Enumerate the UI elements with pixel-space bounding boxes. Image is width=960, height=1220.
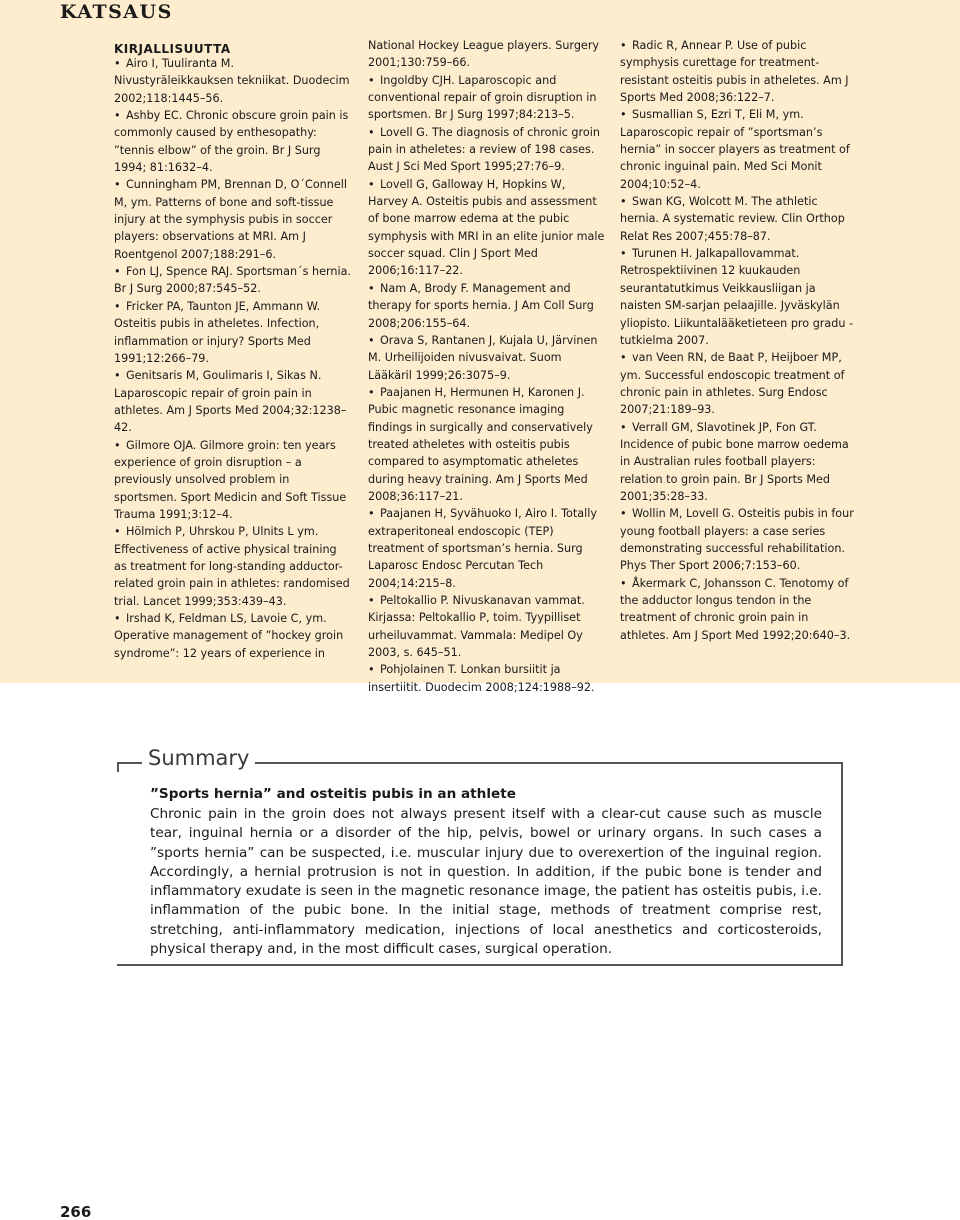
bullet-icon: • <box>114 438 121 452</box>
bullet-icon: • <box>368 385 375 399</box>
bullet-icon: • <box>620 39 627 52</box>
bullet-icon: • <box>368 333 375 347</box>
bullet-icon: • <box>620 108 627 122</box>
section-label: KATSAUS <box>60 1 173 23</box>
reference-item: • Lovell G. The diagnosis of chronic groin pain in atheletes: a review of 198 cases. Aust J Sci Med Sport 1995;27:76–9. <box>368 125 600 174</box>
bullet-icon: • <box>620 195 627 209</box>
reference-item: • Swan KG, Wolcott M. The athletic hernia. A systematic review. Clin Orthop Relat Res 2007;455:78–87. <box>620 195 845 243</box>
reference-item: • Lovell G, Galloway H, Hopkins W, Harvey A. Osteitis pubis and assessment of bone marrow edema at the pubic symphysis with MRI in an elite junior male soccer squad. Clin J Sport Med 2006;16:117–22. <box>368 177 605 278</box>
summary-box-corner <box>117 762 119 772</box>
reference-item: • Paajanen H, Hermunen H, Karonen J. Pubic magnetic resonance imaging findings in surgically and conservatively treated atheletes with osteitis pubis compared to asymptomatic atheletes during heavy training. Am J Sports Med 2008;36:117–21. <box>368 385 593 503</box>
bullet-icon: • <box>368 594 375 607</box>
bullet-icon: • <box>368 125 375 139</box>
reference-item: • Susmallian S, Ezri T, Eli M, ym. Laparoscopic repair of ”sportsman’s hernia” in soccer players as treatment of chronic inguinal pain. Med Sci Monit 2004;10:52–4. <box>620 108 850 191</box>
bullet-icon: • <box>368 663 375 677</box>
summary-title: ”Sports hernia” and osteitis pubis in an athlete <box>150 786 516 802</box>
reference-item: • Fon LJ, Spence RAJ. Sportsman´s hernia. Br J Surg 2000;87:545–52. <box>114 265 351 296</box>
reference-item: • Cunningham PM, Brennan D, O´Connell M, ym. Patterns of bone and soft-tissue injury at the symphysis pubis in soccer players: observations at MRI. Am J Roentgenol 2007;188:291–6. <box>114 178 347 261</box>
bullet-icon: • <box>368 281 375 295</box>
summary-body: Chronic pain in the groin does not always present itself with a clear-cut cause such as muscle tear, inguinal hernia or a disorder of the hip, pelvis, bowel or urinary organs. In such cases a ”sports hernia” can be suspected, i.e. muscular injury due to overexertion of the inguinal region. Accordingly, a hernial protrusion is not in question. In addition, if the pubic bone is tender and inflammatory exudate is seen in the magnetic resonance image, the patient has osteitis pubis, i.e. inflammation of the pubic bone. In the initial stage, methods of treatment comprise rest, stretching, anti-inflammatory medication, injections of local anesthetics and corticosteroids, physical therapy and, in the most difficult cases, surgical operation. <box>150 806 822 958</box>
bullet-icon: • <box>114 369 121 383</box>
reference-continuation: National Hockey League players. Surgery 2001;130:759–66. <box>368 39 600 70</box>
bullet-icon: • <box>114 525 121 539</box>
reference-item: • Airo I, Tuuliranta M. Nivustyräleikkauksen tekniikat. Duodecim 2002;118:1445–56. <box>114 57 350 105</box>
reference-item: • Fricker PA, Taunton JE, Ammann W. Osteitis pubis in atheletes. Infection, inflammation or injury? Sports Med 1991;12:266–79. <box>114 299 321 365</box>
summary-label: Summary <box>142 746 255 770</box>
reference-item: • Turunen H. Jalkapallovammat. Retrospektiivinen 12 kuukauden seurantatutkimus Veikkausliigan ja naisten SM-sarjan pelaajille. Jyväskylän yliopisto. Liikuntalääketieteen pro gradu -tutkielma 2007. <box>620 247 854 347</box>
bullet-icon: • <box>368 507 375 521</box>
reference-item: • Gilmore OJA. Gilmore groin: ten years experience of groin disruption – a previously unsolved problem in sportsmen. Sport Medicin and Soft Tissue Trauma 1991;3:12–4. <box>114 438 347 521</box>
reference-item: • van Veen RN, de Baat P, Heijboer MP, ym. Successful endoscopic treatment of chronic pain in athletes. Surg Endosc 2007;21:189–93. <box>620 351 845 417</box>
page-number: 266 <box>60 1203 92 1220</box>
bullet-icon: • <box>114 57 121 70</box>
reference-item: • Paajanen H, Syvähuoko I, Airo I. Totally extraperitoneal endoscopic (TEP) treatment of sportsman’s hernia. Surg Laparosc Endosc Percutan Tech 2004;14:215–8. <box>368 507 597 590</box>
bullet-icon: • <box>620 420 627 434</box>
reference-item: • Nam A, Brody F. Management and therapy for sports hernia. J Am Coll Surg 2008;206:155–64. <box>368 281 594 330</box>
reference-item: • Orava S, Rantanen J, Kujala U, Järvinen M. Urheilijoiden nivusvaivat. Suom Lääkäril 1999;26:3075–9. <box>368 333 598 382</box>
bullet-icon: • <box>620 507 627 521</box>
bullet-icon: • <box>620 576 627 590</box>
reference-item: • Ingoldby CJH. Laparoscopic and conventional repair of groin disruption in sportsmen. Br J Surg 1997;84:213–5. <box>368 73 597 122</box>
references-column-1 <box>114 55 352 662</box>
bullet-icon: • <box>114 299 121 313</box>
bullet-icon: • <box>114 612 121 625</box>
reference-item: • Verrall GM, Slavotinek JP, Fon GT. Incidence of pubic bone marrow oedema in Australian rules football players: relation to groin pain. Br J Sports Med 2001;35:28–33. <box>620 420 849 503</box>
bullet-icon: • <box>620 351 627 365</box>
reference-item: • Radic R, Annear P. Use of pubic symphysis curettage for treatment-resistant osteitis pubis in atheletes. Am J Sports Med 2008;36:122–7. <box>620 39 849 105</box>
reference-item: • Ashby EC. Chronic obscure groin pain is commonly caused by enthesopathy: ”tennis elbow” of the groin. Br J Surg 1994; 81:1632–4. <box>114 109 349 175</box>
reference-item: • Pohjolainen T. Lonkan bursiitit ja insertiitit. Duodecim 2008;124:1988–92. <box>368 663 595 694</box>
bullet-icon: • <box>114 178 121 192</box>
bullet-icon: • <box>620 247 627 261</box>
bullet-icon: • <box>368 177 375 191</box>
references-column-2 <box>368 37 606 696</box>
reference-item: • Genitsaris M, Goulimaris I, Sikas N. Laparoscopic repair of groin pain in athletes. Am J Sports Med 2004;32:1238–42. <box>114 369 347 435</box>
reference-item: • Irshad K, Feldman LS, Lavoie C, ym. Operative management of ”hockey groin syndrome”: 12 years of experience in <box>114 612 344 660</box>
bullet-icon: • <box>114 265 121 279</box>
reference-item: • Åkermark C, Johansson C. Tenotomy of the adductor longus tendon in the treatment of chronic groin pain in athletes. Am J Sport Med 1992;20:640–3. <box>620 576 851 642</box>
reference-item: • Wollin M, Lovell G. Osteitis pubis in four young football players: a case series demonstrating successful rehabilitation. Phys Ther Sport 2006;7:153–60. <box>620 507 854 573</box>
references-heading: KIRJALLISUUTTA <box>114 42 231 56</box>
bullet-icon: • <box>114 109 121 123</box>
references-column-3 <box>620 37 858 644</box>
bullet-icon: • <box>368 73 375 87</box>
reference-item: • Hölmich P, Uhrskou P, Ulnits L ym. Effectiveness of active physical training as treatment for long-standing adductor-related groin pain in athletes: randomised trial. Lancet 1999;353:439–43. <box>114 525 350 608</box>
reference-item: • Peltokallio P. Nivuskanavan vammat. Kirjassa: Peltokallio P, toim. Tyypilliset urheiluvammat. Vammala: Medipel Oy 2003, s. 645–51. <box>368 594 585 660</box>
